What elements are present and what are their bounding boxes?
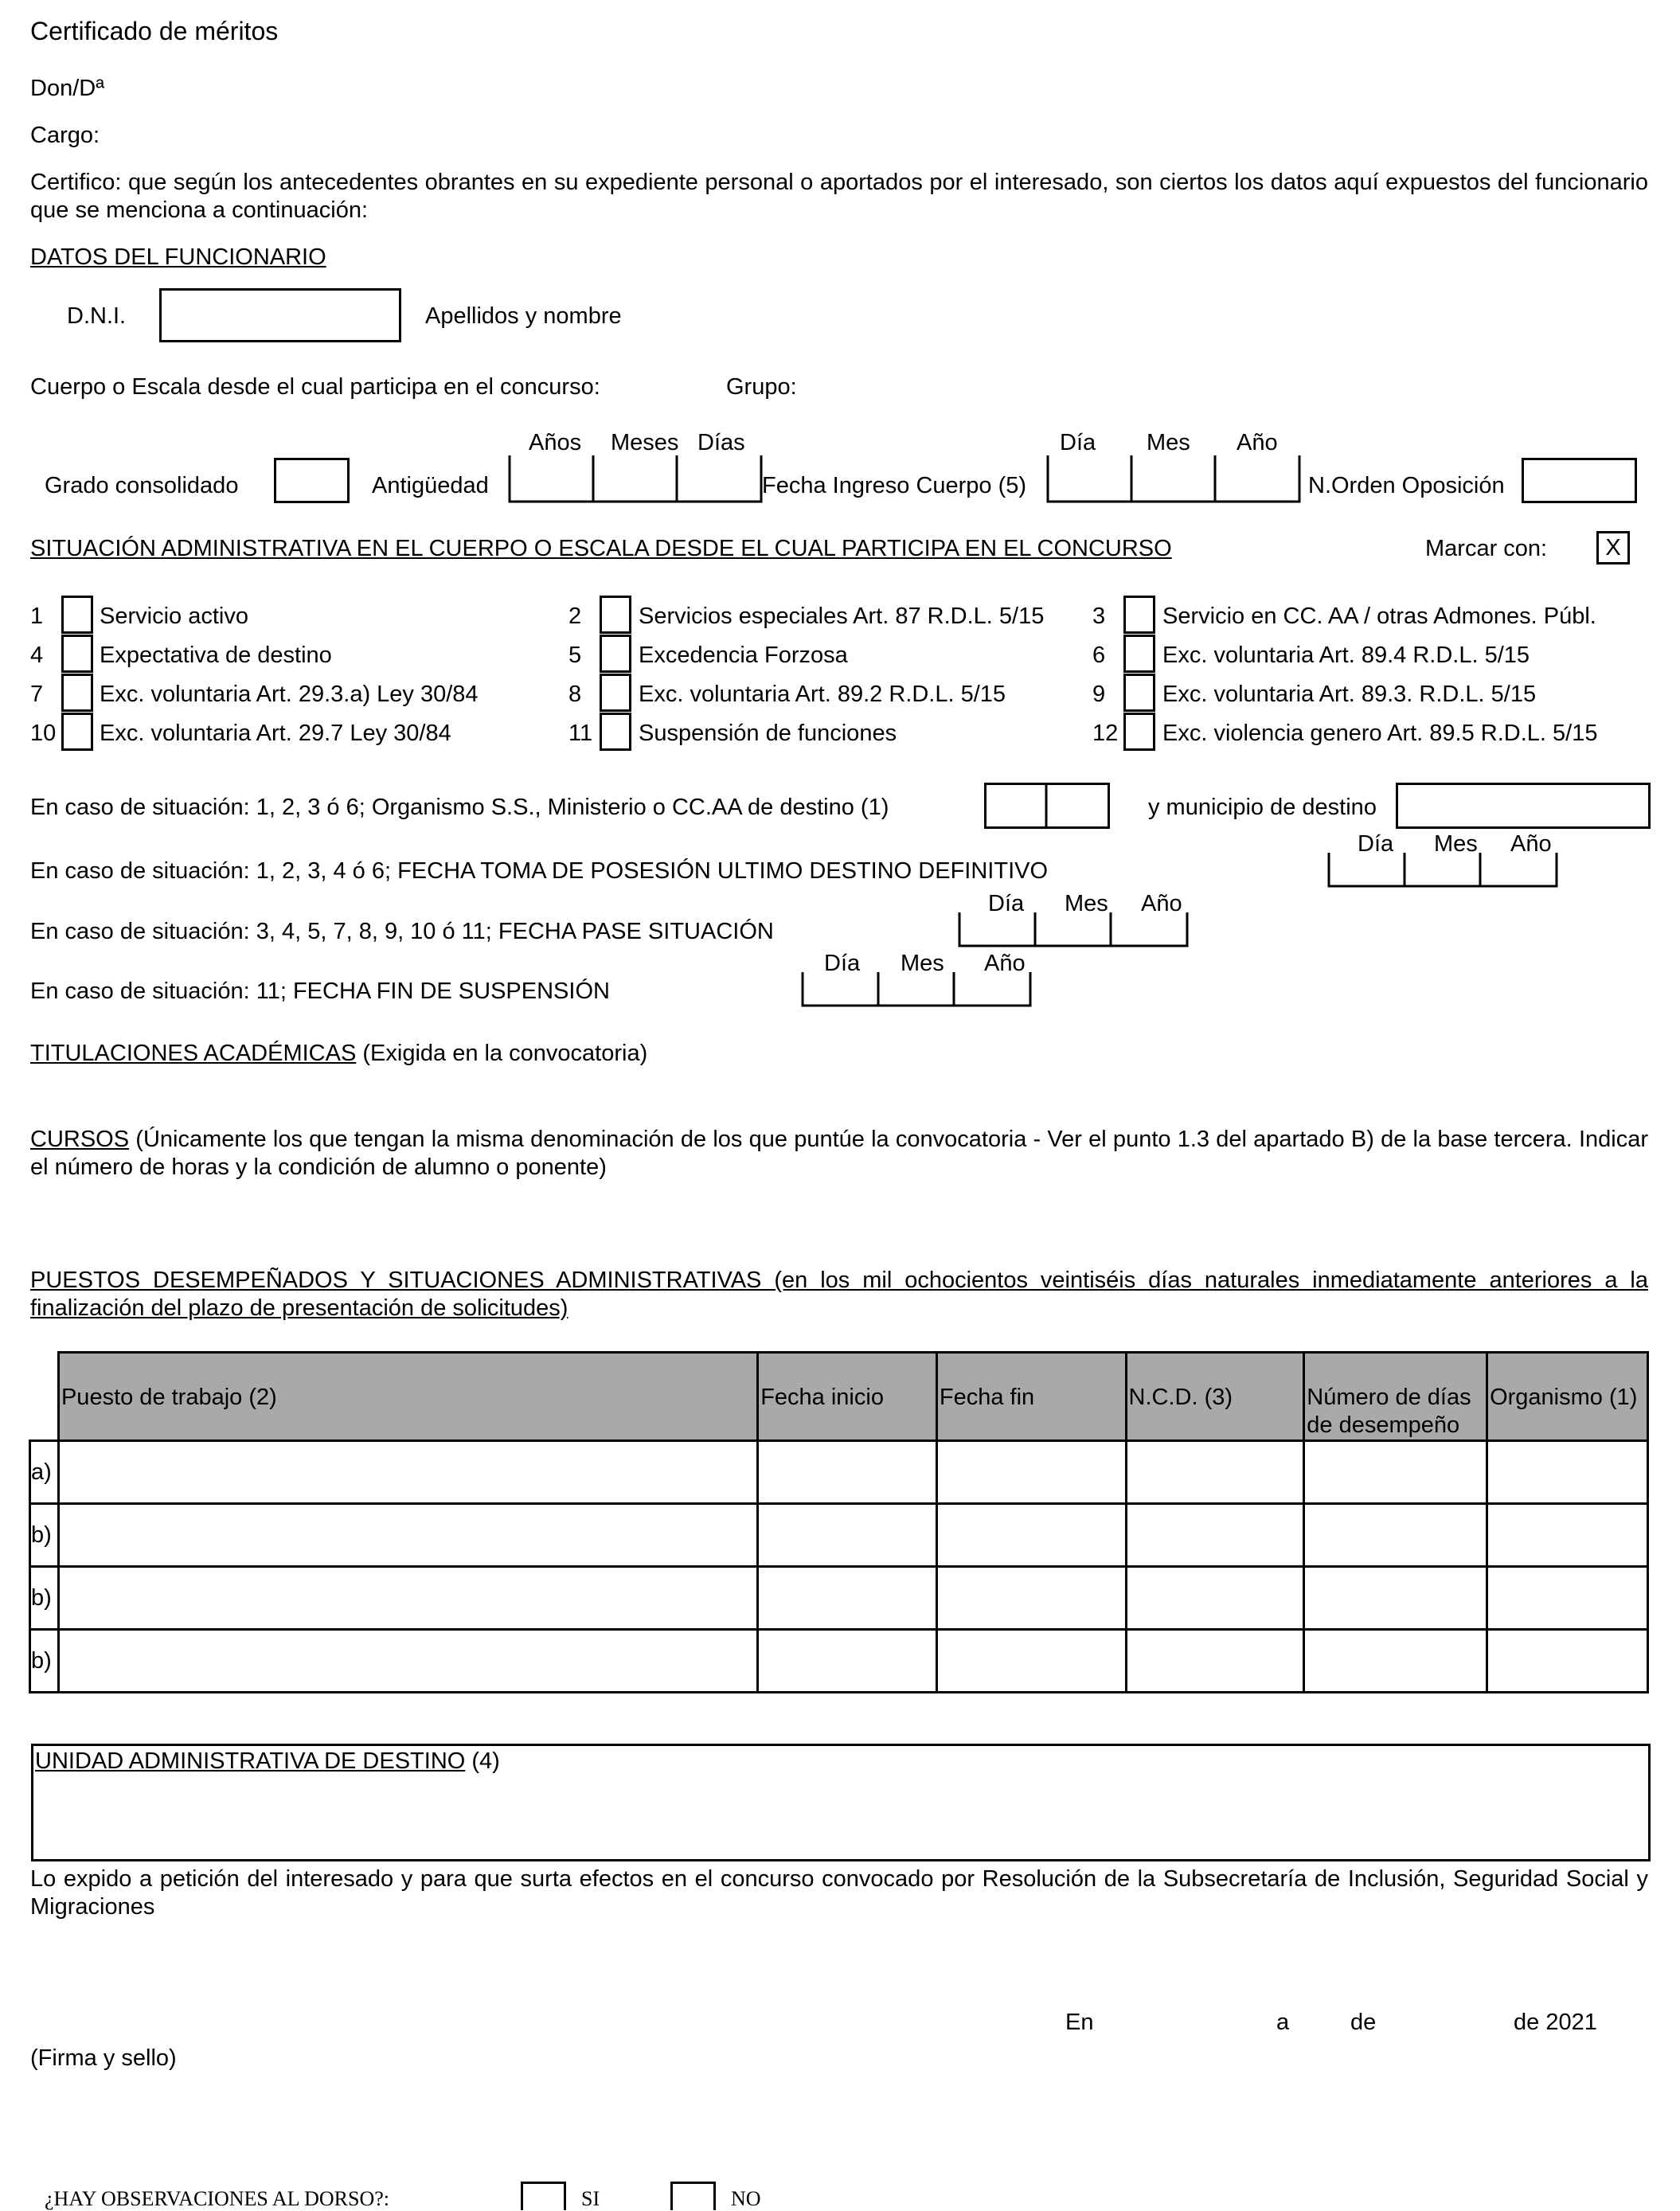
cursos-note: (Únicamente los que tengan la misma denominación de los que puntúe la convocatoria - Ver el punto 1.3 del apartado B) de la base tercera. Indicar el número de horas y la condición de alumno o ponente) — [30, 1127, 1648, 1180]
table-cell[interactable] — [758, 1567, 937, 1630]
municipio-field[interactable] — [1396, 783, 1651, 829]
situacion-num: 5 — [568, 643, 582, 668]
meses-label: Meses — [611, 430, 679, 455]
ano-label: Año — [1141, 891, 1182, 916]
expido-text: Lo expido a petición del interesado y para que surta efectos en el concurso convocado por Resolución de la Subsecretaría de Inclusión, Seguridad Social y Migraciones — [30, 1866, 1648, 1920]
fecha-ingreso-label: Fecha Ingreso Cuerpo (5) — [762, 473, 1027, 498]
situacion-num: 3 — [1092, 604, 1106, 629]
table-cell[interactable] — [936, 1567, 1126, 1630]
situacion-checkbox-9[interactable] — [1123, 674, 1155, 712]
situacion-checkbox-10[interactable] — [61, 713, 93, 751]
titulaciones-heading — [30, 1040, 647, 1068]
table-header: N.C.D. (3) — [1126, 1353, 1304, 1441]
situacion-num: 6 — [1092, 643, 1106, 668]
fecha-en: En — [1065, 2010, 1094, 2035]
observaciones-si-checkbox[interactable] — [521, 2182, 566, 2210]
toma-label: En caso de situación: 1, 2, 3, 4 ó 6; FECHA TOMA DE POSESIÓN ULTIMO DESTINO DEFINITIVO — [30, 858, 1049, 884]
grado-field[interactable] — [274, 458, 350, 503]
table-row — [30, 1630, 1648, 1693]
datos-heading: DATOS DEL FUNCIONARIO — [30, 244, 326, 270]
table-cell[interactable] — [936, 1441, 1126, 1504]
titulaciones-note: (Exigida en la convocatoria) — [356, 1041, 648, 1066]
situacion-checkbox-5[interactable] — [600, 635, 631, 673]
situacion-label: Servicio en CC. AA / otras Admones. Públ. — [1162, 604, 1596, 629]
observaciones-label: ¿HAY OBSERVACIONES AL DORSO?: — [45, 2187, 389, 2210]
table-cell[interactable] — [758, 1504, 937, 1567]
row-label: a) — [30, 1441, 59, 1504]
situacion-num: 12 — [1092, 721, 1119, 746]
table-cell[interactable] — [1126, 1504, 1304, 1567]
table-cell[interactable] — [1487, 1504, 1648, 1567]
situacion-label: Suspensión de funciones — [639, 721, 897, 746]
table-row — [30, 1567, 1648, 1630]
toma-date-field[interactable] — [1327, 853, 1558, 889]
municipio-label: y municipio de destino — [1148, 795, 1377, 820]
fecha-de: de — [1350, 2010, 1377, 2035]
situacion-num: 11 — [568, 721, 593, 746]
dias-label: Días — [697, 430, 745, 455]
dia-label: Día — [1060, 430, 1096, 455]
situacion-checkbox-12[interactable] — [1123, 713, 1155, 751]
antiguedad-field[interactable] — [508, 455, 763, 505]
observaciones-si-label: SI — [581, 2187, 600, 2210]
fecha-ingreso-field[interactable] — [1046, 455, 1301, 505]
table-cell[interactable] — [58, 1441, 757, 1504]
table-row — [30, 1441, 1648, 1504]
table-cell[interactable] — [1304, 1630, 1487, 1693]
dia-label: Día — [824, 951, 861, 976]
observaciones-no-checkbox[interactable] — [670, 2182, 716, 2210]
table-cell[interactable] — [1304, 1441, 1487, 1504]
table-header: Número de días de desempeño — [1304, 1353, 1487, 1441]
dia-label: Día — [1358, 831, 1394, 857]
table-cell[interactable] — [1487, 1567, 1648, 1630]
don-label: Don/Dª — [30, 76, 104, 101]
dni-label: D.N.I. — [67, 303, 127, 329]
cuerpo-label: Cuerpo o Escala desde el cual participa en el concurso: — [30, 374, 600, 400]
unidad-heading — [35, 1748, 500, 1775]
cursos-text — [30, 1126, 1648, 1182]
situacion-label: Exc. violencia genero Art. 89.5 R.D.L. 5/15 — [1162, 721, 1598, 746]
situacion-checkbox-4[interactable] — [61, 635, 93, 673]
observaciones-no-label: NO — [731, 2187, 761, 2210]
dni-field[interactable] — [159, 288, 401, 342]
mes-label: Mes — [1434, 831, 1478, 857]
unidad-box[interactable] — [31, 1744, 1651, 1861]
puestos-table — [29, 1351, 1649, 1693]
situacion-num: 8 — [568, 682, 582, 707]
table-cell[interactable] — [58, 1504, 757, 1567]
antiguedad-label: Antigüedad — [372, 473, 489, 498]
table-cell[interactable] — [758, 1441, 937, 1504]
row-label: b) — [30, 1504, 59, 1567]
fecha-year: de 2021 — [1514, 2010, 1597, 2035]
situacion-checkbox-6[interactable] — [1123, 635, 1155, 673]
norden-field[interactable] — [1522, 458, 1637, 503]
situacion-label: Exc. voluntaria Art. 89.4 R.D.L. 5/15 — [1162, 643, 1530, 668]
row-label: b) — [30, 1567, 59, 1630]
table-header: Fecha fin — [936, 1353, 1126, 1441]
situacion-num: 2 — [568, 604, 582, 629]
fin-label: En caso de situación: 11; FECHA FIN DE SUSPENSIÓN — [30, 979, 610, 1004]
table-cell[interactable] — [58, 1630, 757, 1693]
puestos-heading: PUESTOS DESEMPEÑADOS Y SITUACIONES ADMINISTRATIVAS (en los mil ochocientos veintiséis días naturales inmediatamente anteriores a la finalización del plazo de presentación de solicitudes) — [30, 1268, 1648, 1321]
table-cell[interactable] — [1126, 1441, 1304, 1504]
table-cell[interactable] — [758, 1630, 937, 1693]
mes-label: Mes — [901, 951, 944, 976]
pase-date-field[interactable] — [958, 912, 1189, 948]
table-corner — [30, 1353, 59, 1441]
table-cell[interactable] — [58, 1567, 757, 1630]
situacion-checkbox-8[interactable] — [600, 674, 631, 712]
situacion-label: Exc. voluntaria Art. 89.2 R.D.L. 5/15 — [639, 682, 1006, 707]
situacion-checkbox-2[interactable] — [600, 596, 631, 634]
table-header: Puesto de trabajo (2) — [58, 1353, 757, 1441]
mes-label: Mes — [1065, 891, 1108, 916]
situacion-label: Servicios especiales Art. 87 R.D.L. 5/15 — [639, 604, 1045, 629]
situacion-label: Excedencia Forzosa — [639, 643, 848, 668]
table-header: Organismo (1) — [1487, 1353, 1648, 1441]
ano-label: Año — [984, 951, 1026, 976]
situacion-checkbox-11[interactable] — [600, 713, 631, 751]
ano-label: Año — [1237, 430, 1278, 455]
cargo-label: Cargo: — [30, 123, 100, 148]
situacion-num: 4 — [30, 643, 44, 668]
fecha-a: a — [1276, 2010, 1290, 2035]
organismo-label: En caso de situación: 1, 2, 3 ó 6; Organismo S.S., Ministerio o CC.AA de destino (1) — [30, 795, 889, 820]
norden-label: N.Orden Oposición — [1308, 473, 1505, 498]
mark-example: X — [1596, 531, 1630, 564]
table-row — [30, 1504, 1648, 1567]
grado-label: Grado consolidado — [45, 473, 239, 498]
situacion-num: 9 — [1092, 682, 1106, 707]
table-cell[interactable] — [1487, 1630, 1648, 1693]
row-label: b) — [30, 1630, 59, 1693]
apellidos-label: Apellidos y nombre — [425, 303, 622, 329]
dia-label: Día — [988, 891, 1025, 916]
table-header: Fecha inicio — [758, 1353, 937, 1441]
marcar-label: Marcar con: — [1425, 536, 1548, 561]
situacion-heading: SITUACIÓN ADMINISTRATIVA EN EL CUERPO O ESCALA DESDE EL CUAL PARTICIPA EN EL CONCURSO — [30, 536, 1172, 561]
situacion-label: Exc. voluntaria Art. 29.7 Ley 30/84 — [100, 721, 451, 746]
table-cell[interactable] — [936, 1630, 1126, 1693]
firma-label: (Firma y sello) — [30, 2045, 177, 2071]
unidad-note: (4) — [465, 1748, 500, 1774]
table-cell[interactable] — [1487, 1441, 1648, 1504]
cursos-title: CURSOS — [30, 1127, 130, 1152]
anos-label: Años — [529, 430, 582, 455]
grupo-label: Grupo: — [726, 374, 797, 400]
situacion-num: 10 — [30, 721, 57, 746]
situacion-label: Expectativa de destino — [100, 643, 332, 668]
organismo-field[interactable] — [984, 783, 1110, 829]
situacion-num: 7 — [30, 682, 44, 707]
pase-label: En caso de situación: 3, 4, 5, 7, 8, 9, 10 ó 11; FECHA PASE SITUACIÓN — [30, 919, 774, 944]
table-cell[interactable] — [1304, 1504, 1487, 1567]
table-cell[interactable] — [1126, 1630, 1304, 1693]
situacion-label: Servicio activo — [100, 604, 248, 629]
situacion-checkbox-1[interactable] — [61, 596, 93, 634]
situacion-label: Exc. voluntaria Art. 29.3.a) Ley 30/84 — [100, 682, 479, 707]
table-cell[interactable] — [1304, 1567, 1487, 1630]
mes-label: Mes — [1147, 430, 1190, 455]
table-cell[interactable] — [1126, 1567, 1304, 1630]
titulaciones-title: TITULACIONES ACADÉMICAS — [30, 1041, 357, 1066]
certifico-text: Certifico: que según los antecedentes obrantes en su expediente personal o aportados por el interesado, son ciertos los datos aquí expuestos del funcionario que se menciona a continuación: — [30, 170, 1648, 223]
situacion-checkbox-7[interactable] — [61, 674, 93, 712]
situacion-num: 1 — [30, 604, 44, 629]
situacion-label: Exc. voluntaria Art. 89.3. R.D.L. 5/15 — [1162, 682, 1537, 707]
page-title: Certificado de méritos — [30, 17, 279, 45]
table-cell[interactable] — [936, 1504, 1126, 1567]
situacion-checkbox-3[interactable] — [1123, 596, 1155, 634]
ano-label: Año — [1510, 831, 1552, 857]
unidad-title: UNIDAD ADMINISTRATIVA DE DESTINO — [35, 1748, 466, 1774]
fin-date-field[interactable] — [801, 972, 1032, 1008]
